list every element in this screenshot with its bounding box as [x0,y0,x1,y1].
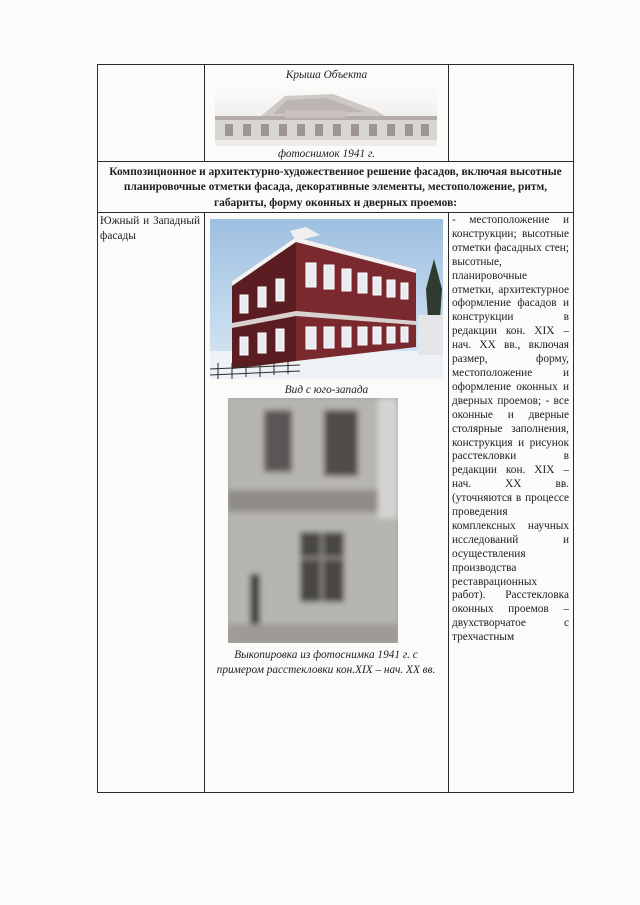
document-table [97,64,574,793]
facade-label: Южный и Западный фасады [100,215,200,242]
southwest-view-caption: Вид с юго-запада [284,384,369,396]
row2-bottom-border [97,212,574,213]
window-detail-caption: Выкопировка из фотоснимка 1941 г. с примером расстекловки кон.XIX – нач. XX вв. [216,649,436,676]
column2-divider-bottom [448,212,449,792]
southwest-view-photo [210,219,443,379]
table-right-border [573,64,574,793]
section-heading: Композиционное и архитектурно-художественное решение фасадов, включая высотные планировочные отметки фасада, декоративные элементы, местоположение, ритм, габариты, форму оконных и дверных проемов: [109,166,562,209]
preservation-subject-paragraph: - местоположение и конструкции; высотные отметки фасадных стен; высотные, планировочные отметки, архитектурное оформление фасадов и конструкции в редакции кон. XIX – нач. XX вв., включая размер, форму, местоположение и оформление оконных и дверных проемов; - все оконные и дверные столярные заполнения, конструкция и рисунок расстекловки в редакции кон. XIX – нач. XX вв. (уточняются в процессе проведения комплексных научных исследований и осуществления производства реставрационных работ). Расстекловка оконных проемов – двухстворчатое с трехчастным [452,214,569,644]
roof-photo-1941 [215,86,437,146]
window-detail-photo-1941 [228,398,398,643]
southwest-view-drawing [210,219,443,379]
window-detail-drawing [228,398,398,643]
table-bottom-border [97,792,574,793]
preservation-subject-text [452,214,569,645]
table-left-border [97,64,98,793]
table-top-border [97,64,574,65]
roof-title: Крыша Объекта [285,69,368,81]
roof-photo-caption: фотоснимок 1941 г. [277,148,376,160]
column2-divider-top [448,64,449,161]
roof-photo-drawing [215,86,437,146]
column1-divider-bottom [204,212,205,792]
